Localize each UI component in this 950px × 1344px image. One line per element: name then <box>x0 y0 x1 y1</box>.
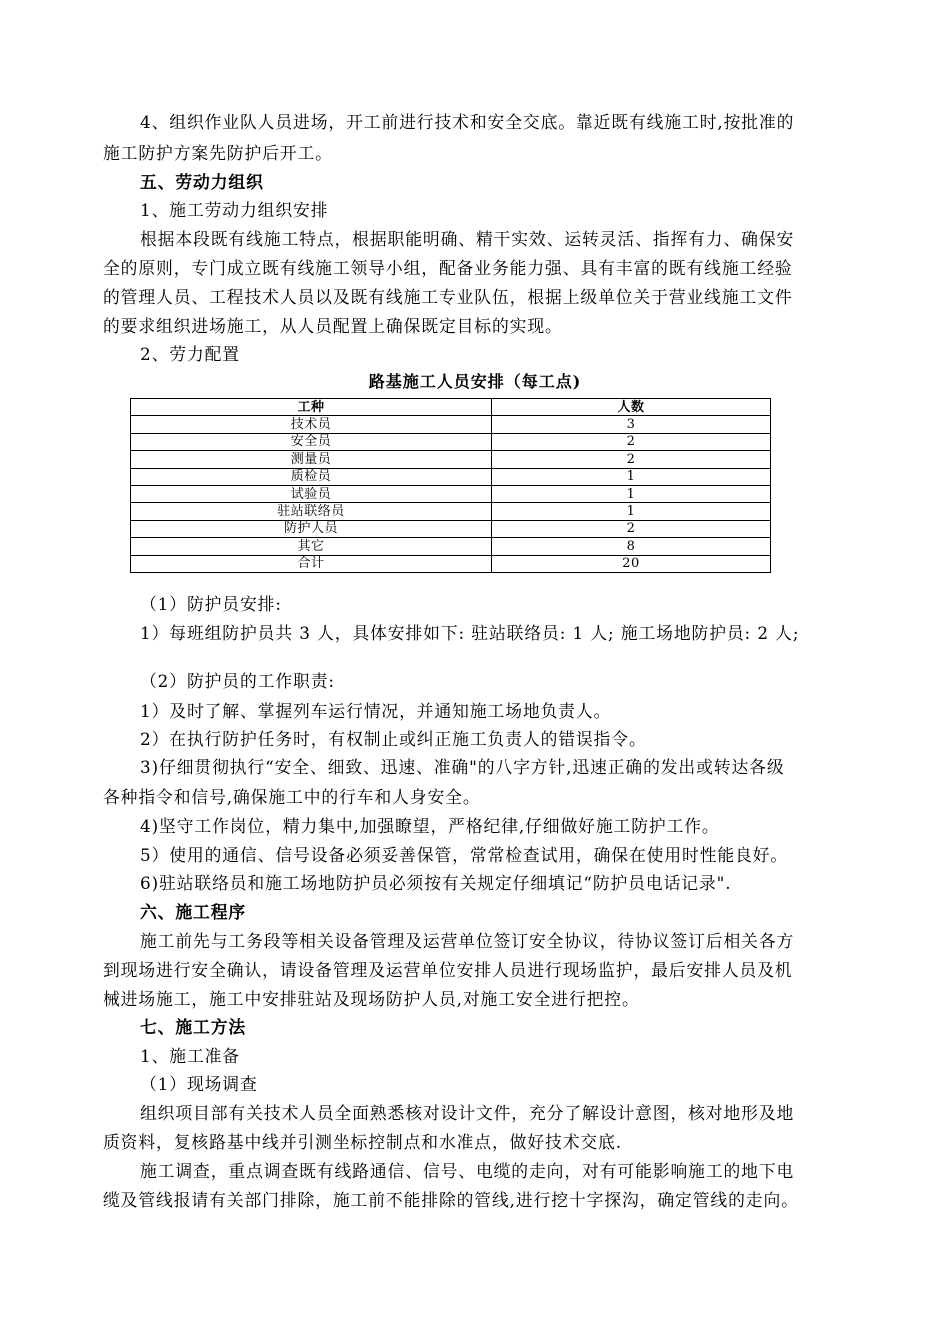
cell-count: 3 <box>492 416 771 433</box>
table-row <box>131 451 771 468</box>
text-line: 全的原则，专门成立既有线施工领导小组，配备业务能力强、具有丰富的既有线施工经验 <box>103 258 793 278</box>
text-line: 质资料，复核路基中线并引测坐标控制点和水准点，做好技术交底. <box>103 1132 622 1152</box>
cell-count: 2 <box>492 451 771 468</box>
cell-work-type: 防护人员 <box>131 520 492 537</box>
text-line: 2、劳力配置 <box>140 344 240 364</box>
cell-work-type: 试验员 <box>131 485 492 502</box>
cell-work-type: 质检员 <box>131 468 492 485</box>
text-line: 1）及时了解、掌握列车运行情况，并通知施工场地负责人。 <box>140 701 612 721</box>
text-line: 施工前先与工务段等相关设备管理及运营单位签订安全协议，待协议签订后相关各方 <box>140 931 795 951</box>
cell-count: 1 <box>492 468 771 485</box>
table-row <box>131 520 771 537</box>
cell-work-type: 安全员 <box>131 433 492 450</box>
text-line: 6)驻站联络员和施工场地防护员必须按有关规定仔细填记“防护员电话记录". <box>140 873 732 893</box>
header-count: 人数 <box>492 399 771 416</box>
text-line: 到现场进行安全确认，请设备管理及运营单位安排人员进行现场监护，最后安排人员及机 <box>103 960 793 980</box>
cell-work-type: 技术员 <box>131 416 492 433</box>
table-row <box>131 485 771 502</box>
text-line: 各种指令和信号,确保施工中的行车和人身安全。 <box>103 787 481 807</box>
cell-work-type: 其它 <box>131 538 492 555</box>
cell-count: 1 <box>492 503 771 520</box>
text-line: 4、组织作业队人员进场，开工前进行技术和安全交底。靠近既有线施工时,按批准的 <box>140 112 795 132</box>
text-line: 2）在执行防护任务时，有权制止或纠正施工负责人的错误指令。 <box>140 729 647 749</box>
table-row <box>131 416 771 433</box>
text-line: 组织项目部有关技术人员全面熟悉核对设计文件，充分了解设计意图，核对地形及地 <box>140 1103 795 1123</box>
section-heading: 五、劳动力组织 <box>140 172 264 192</box>
cell-count: 2 <box>492 433 771 450</box>
text-line: 4)坚守工作岗位，精力集中,加强瞭望，严格纪律,仔细做好施工防护工作。 <box>140 816 720 836</box>
cell-count: 8 <box>492 538 771 555</box>
text-line: 施工调查，重点调查既有线路通信、信号、电缆的走向，对有可能影响施工的地下电 <box>140 1161 795 1181</box>
text-line: 1）每班组防护员共 3 人，具体安排如下: 驻站联络员: 1 人; 施工场地防护员: 2 人; <box>140 623 800 643</box>
cell-count: 2 <box>492 520 771 537</box>
text-line: 3)仔细贯彻执行“安全、细致、迅速、准确"的八字方针,迅速正确的发出或转达各级 <box>140 757 785 777</box>
table-row <box>131 468 771 485</box>
table-row <box>131 538 771 555</box>
cell-work-type: 合计 <box>131 555 492 572</box>
section-heading: 六、施工程序 <box>140 902 247 922</box>
text-line: （2）防护员的工作职责: <box>140 671 335 691</box>
text-line: 械进场施工，施工中安排驻站及现场防护人员,对施工安全进行把控。 <box>103 989 640 1009</box>
text-line: 1、施工准备 <box>140 1046 240 1066</box>
table-title: 路基施工人员安排（每工点) <box>368 372 582 391</box>
section-heading: 七、施工方法 <box>140 1017 247 1037</box>
text-line: 5）使用的通信、信号设备必须妥善保管，常常检查试用，确保在使用时性能良好。 <box>140 845 789 865</box>
staff-table <box>130 398 771 573</box>
cell-work-type: 测量员 <box>131 451 492 468</box>
text-line: （1）防护员安排: <box>140 594 282 614</box>
text-line: 缆及管线报请有关部门排除，施工前不能排除的管线,进行挖十字探沟，确定管线的走向。 <box>103 1190 799 1210</box>
table-row <box>131 555 771 572</box>
table-row <box>131 433 771 450</box>
cell-work-type: 驻站联络员 <box>131 503 492 520</box>
cell-count: 1 <box>492 485 771 502</box>
table-body <box>131 416 771 573</box>
text-line: 的要求组织进场施工，从人员配置上确保既定目标的实现。 <box>103 316 563 336</box>
table-row <box>131 503 771 520</box>
header-work-type: 工种 <box>131 399 492 416</box>
text-line: 施工防护方案先防护后开工。 <box>103 143 333 163</box>
text-line: 根据本段既有线施工特点，根据职能明确、精干实效、运转灵活、指挥有力、确保安 <box>140 229 795 249</box>
text-line: （1）现场调查 <box>140 1074 258 1094</box>
table-header-row <box>131 399 771 416</box>
text-line: 的管理人员、工程技术人员以及既有线施工专业队伍，根据上级单位关于营业线施工文件 <box>103 287 793 307</box>
cell-count: 20 <box>492 555 771 572</box>
text-line: 1、施工劳动力组织安排 <box>140 200 329 220</box>
